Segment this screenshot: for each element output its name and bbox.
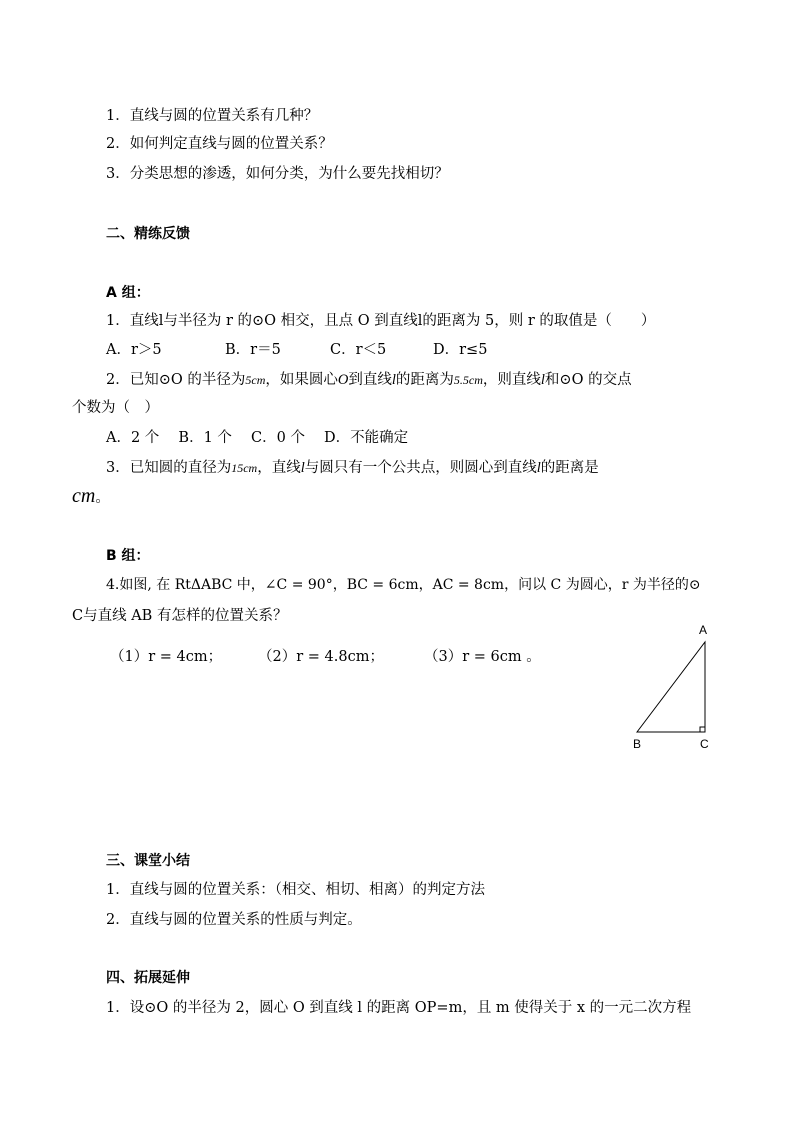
section-title-extension: 四、拓展延伸 <box>106 970 190 986</box>
vertex-label-b: B <box>633 737 642 751</box>
question-a2-line-1: 2．已知⊙O 的半径为5cm，如果圆心O到直线l的距离为5.5cm，则直线l和⊙O 的交点 <box>106 372 632 388</box>
group-b-label: B 组： <box>106 548 150 564</box>
question-b4-line-2: C与直线 AB 有怎样的位置关系？ <box>72 608 288 624</box>
summary-item-1: 1．直线与圆的位置关系：（相交、相切、相离）的判定方法 <box>106 882 485 898</box>
right-angle-mark <box>700 727 705 732</box>
option-a: A．r＞5 <box>106 342 162 358</box>
section-title-summary: 三、课堂小结 <box>106 853 190 869</box>
question-a3-line-2: cm。 <box>72 485 110 507</box>
option-c: C．r＜5 <box>330 342 387 358</box>
option-b: B．r＝5 <box>225 342 281 358</box>
question-a3-line-1: 3．已知圆的直径为15cm，直线l与圆只有一个公共点，则圆心到直线l的距离是 <box>106 460 599 476</box>
extension-question-1: 1．设⊙O 的半径为 2，圆心 O 到直线 l 的距离 OP=m，且 m 使得关于 x 的一元二次方程 <box>106 1000 692 1016</box>
review-question-3: 3．分类思想的渗透，如何分类，为什么要先找相切？ <box>106 166 449 182</box>
triangle-figure <box>620 620 730 760</box>
group-a-label: A 组： <box>106 285 150 301</box>
part-1: （1）r = 4cm； <box>110 649 223 665</box>
option-d: D．r≤5 <box>433 342 488 358</box>
section-title-practice: 二、精练反馈 <box>106 226 190 242</box>
part-2: （2）r = 4.8cm； <box>258 649 384 665</box>
vertex-label-a: A <box>699 623 708 637</box>
review-question-2: 2．如何判定直线与圆的位置关系？ <box>106 136 333 152</box>
summary-item-2: 2．直线与圆的位置关系的性质与判定。 <box>106 912 362 928</box>
part-3: （3）r = 6cm 。 <box>424 649 541 665</box>
question-a2-options: A．2 个 B．1 个 C．0 个 D．不能确定 <box>106 430 409 446</box>
vertex-label-c: C <box>700 737 709 751</box>
question-b4-line-1: 4.如图, 在 RtΔABC 中，∠C = 90°，BC = 6cm，AC = 8cm，问以 C 为圆心，r 为半径的⊙ <box>106 577 701 593</box>
question-a2-line-2: 个数为（ ） <box>72 400 159 416</box>
question-a1-stem: 1．直线l与半径为 r 的⊙O 相交，且点 O 到直线l的距离为 5，则 r 的取值是（ ） <box>106 313 656 329</box>
review-question-1: 1．直线与圆的位置关系有几种？ <box>106 108 319 124</box>
